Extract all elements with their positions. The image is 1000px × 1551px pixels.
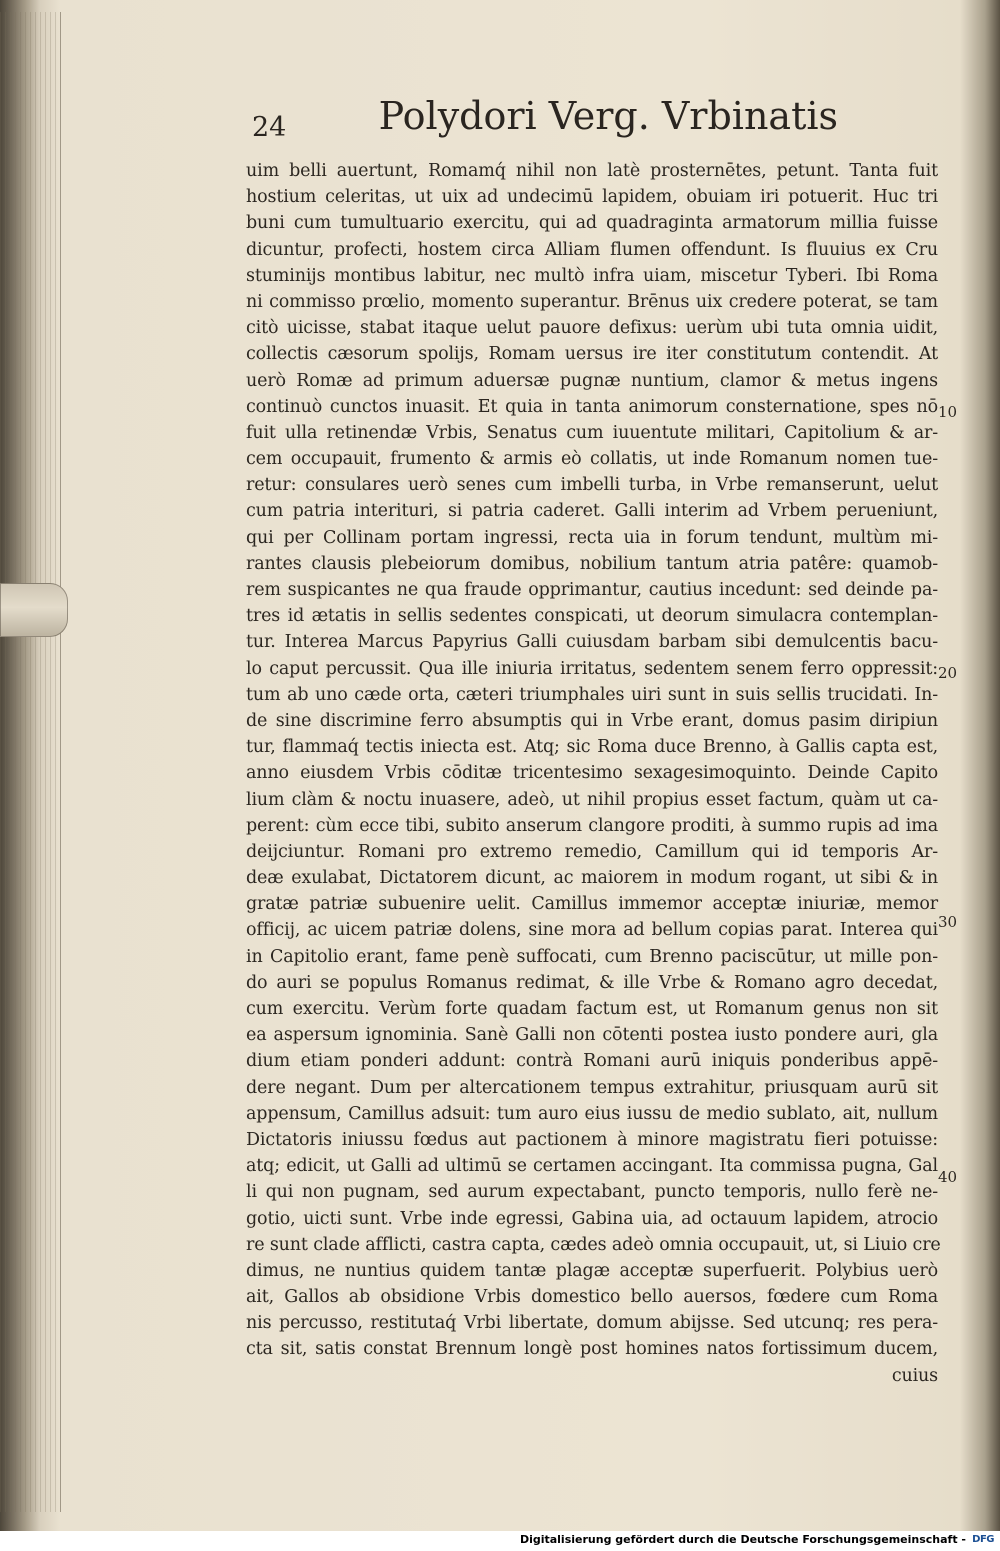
text-line: lium clàm & noctu inuasere, adeò, ut nihil propius esset factum, quàm ut ca- <box>246 789 938 810</box>
text-line: perent: cùm ecce tibi, subito anserum clangore proditi, à summo rupis ad ima <box>246 815 938 836</box>
text-line: gotio, uicti sunt. Vrbe inde egressi, Gabina uia, ad octauum lapidem, atrocio <box>246 1208 938 1229</box>
text-line: tur, flammaq́ tectis iniecta est. Atq; sic Roma duce Brenno, à Gallis capta est, <box>246 737 938 758</box>
margin-line-number: 20 <box>938 664 958 682</box>
text-line: deijciuntur. Romani pro extremo remedio, Camillum qui id temporis Ar- <box>246 841 938 862</box>
text-line: Dictatoris iniussu fœdus aut pactionem à minore magistratu fieri potuisse: <box>246 1129 938 1150</box>
text-line: ni commisso prœlio, momento superantur. Brēnus uix credere poterat, se tam <box>246 291 938 312</box>
margin-line-number: 10 <box>938 403 958 421</box>
text-line: dicuntur, profecti, hostem circa Alliam flumen offendunt. Is fluuius ex Cru <box>246 239 938 260</box>
text-line: re sunt clade afflicti, castra capta, cædes adeò omnia occupauit, ut, si Liuio cre <box>246 1234 941 1255</box>
text-line: atq; edicit, ut Galli ad ultimū se certamen accingant. Ita commissa pugna, Gal <box>246 1156 938 1177</box>
text-line: anno eiusdem Vrbis cōditæ tricentesimo sexagesimoquinto. Deinde Capito <box>246 763 938 784</box>
margin-line-number: 30 <box>938 913 958 931</box>
text-line: ait, Gallos ab obsidione Vrbis domestico bello auersos, fœdere cum Roma <box>246 1287 938 1308</box>
text-line: deæ exulabat, Dictatorem dicunt, ac maiorem in modum rogant, ut sibi & in <box>246 868 938 889</box>
text-line: rem suspicantes ne qua fraude opprimantur, cautius incedunt: sed deinde pa- <box>246 580 938 600</box>
text-line: cta sit, satis constat Brennum longè post homines natos fortissimum ducem, <box>246 1339 938 1360</box>
text-line: tum ab uno cæde orta, cæteri triumphales uiri sunt in suis sellis trucidati. In- <box>246 684 938 705</box>
text-line: appensum, Camillus adsuit: tum auro eius iussu de medio sublato, ait, nullum <box>246 1103 938 1124</box>
text-line: qui per Collinam portam ingressi, recta uia in forum tendunt, multùm mi- <box>246 527 938 548</box>
text-line: nis percusso, restitutaq́ Vrbi libertate, domum abijsse. Sed utcunq; res pera- <box>246 1313 938 1334</box>
text-line: cum patria interituri, si patria caderet. Galli interim ad Vrbem perueniunt, <box>246 501 938 522</box>
text-line: lo caput percussit. Qua ille iniuria irritatus, sedentem senem ferro oppressit: <box>246 658 938 679</box>
digitization-footer <box>0 1531 1000 1551</box>
text-line: buni cum tumultuario exercitu, qui ad quadraginta armatorum millia fuisse <box>246 213 938 234</box>
text-line: do auri se populus Romanus redimat, & ille Vrbe & Romano agro decedat, <box>246 972 938 993</box>
text-line: in Capitolio erant, fame penè suffocati, cum Brenno paciscūtur, ut mille pon- <box>246 946 938 967</box>
text-line: uerò Romæ ad primum aduersæ pugnæ nuntium, clamor & metus ingens <box>246 370 938 391</box>
book-clip <box>0 583 68 637</box>
text-line: dium etiam ponderi addunt: contrà Romani aurū iniquis ponderibus appē- <box>246 1051 938 1072</box>
text-line: stuminijs montibus labitur, nec multò infra uiam, miscetur Tyberi. Ibi Roma <box>246 265 938 286</box>
text-line: tres id ætatis in sellis sedentes conspicati, ut deorum simulacra contemplan- <box>246 606 938 627</box>
body-text <box>246 158 941 1389</box>
dfg-logo: DFG <box>972 1534 994 1545</box>
margin-line-number: 40 <box>938 1168 958 1186</box>
text-line: ea aspersum ignominia. Sanè Galli non cōtenti postea iusto pondere auri, gla <box>246 1025 938 1046</box>
text-line: dere negant. Dum per altercationem tempus extrahitur, priusquam aurū sit <box>246 1077 938 1098</box>
folio-number: 24 <box>252 112 287 143</box>
text-line: hostium celeritas, ut uix ad undecimū lapidem, obuiam iri potuerit. Huc tri <box>246 187 938 208</box>
text-line: dimus, ne nuntius quidem tantæ plagæ acceptæ superfuerit. Polybius uerò <box>246 1260 938 1281</box>
text-line: tur. Interea Marcus Papyrius Galli cuiusdam barbam sibi demulcentis bacu- <box>246 632 938 653</box>
text-line: cem occupauit, frumento & armis eò collatis, ut inde Romanum nomen tue- <box>246 449 938 470</box>
text-line: retur: consulares uerò senes cum imbelli turba, in Vrbe remanserunt, uelut <box>246 475 938 496</box>
text-line: uim belli auertunt, Romamq́ nihil non latè prosternētes, petunt. Tanta fuit <box>246 161 938 181</box>
text-line: continuò cunctos inuasit. Et quia in tanta animorum consternatione, spes nō <box>246 396 938 417</box>
running-title: Polydori Verg. Vrbinatis <box>378 94 838 138</box>
text-line: citò uicisse, stabat itaque uelut pauore defixus: uerùm ubi tuta omnia uidit, <box>246 318 938 339</box>
text-line: li qui non pugnam, sed aurum expectabant, puncto temporis, nullo ferè ne- <box>246 1182 938 1203</box>
page-edges <box>0 12 61 1512</box>
text-line: gratæ patriæ subuenire uelit. Camillus immemor acceptæ iniuriæ, memor <box>246 894 938 915</box>
funding-credit: Digitalisierung gefördert durch die Deutsche Forschungsgemeinschaft - <box>519 1533 966 1546</box>
page-header <box>248 94 838 156</box>
text-line: de sine discrimine ferro absumptis qui in Vrbe erant, domus pasim diripiun <box>246 710 938 731</box>
text-line: collectis cæsorum spolijs, Romam uersus ire iter constitutum contendit. At <box>246 344 938 365</box>
text-line: fuit ulla retinendæ Vrbis, Senatus cum iuuentute militari, Capitolium & ar- <box>246 422 938 443</box>
text-line: rantes clausis plebeiorum domibus, nobilium tantum atria patêre: quamob- <box>246 553 938 574</box>
catchword: cuius <box>891 1365 938 1386</box>
text-line: cum exercitu. Verùm forte quadam factum est, ut Romanum genus non sit <box>246 999 938 1019</box>
text-line: officij, ac uicem patriæ dolens, sine mora ad bellum copias parat. Interea qui <box>246 920 938 941</box>
